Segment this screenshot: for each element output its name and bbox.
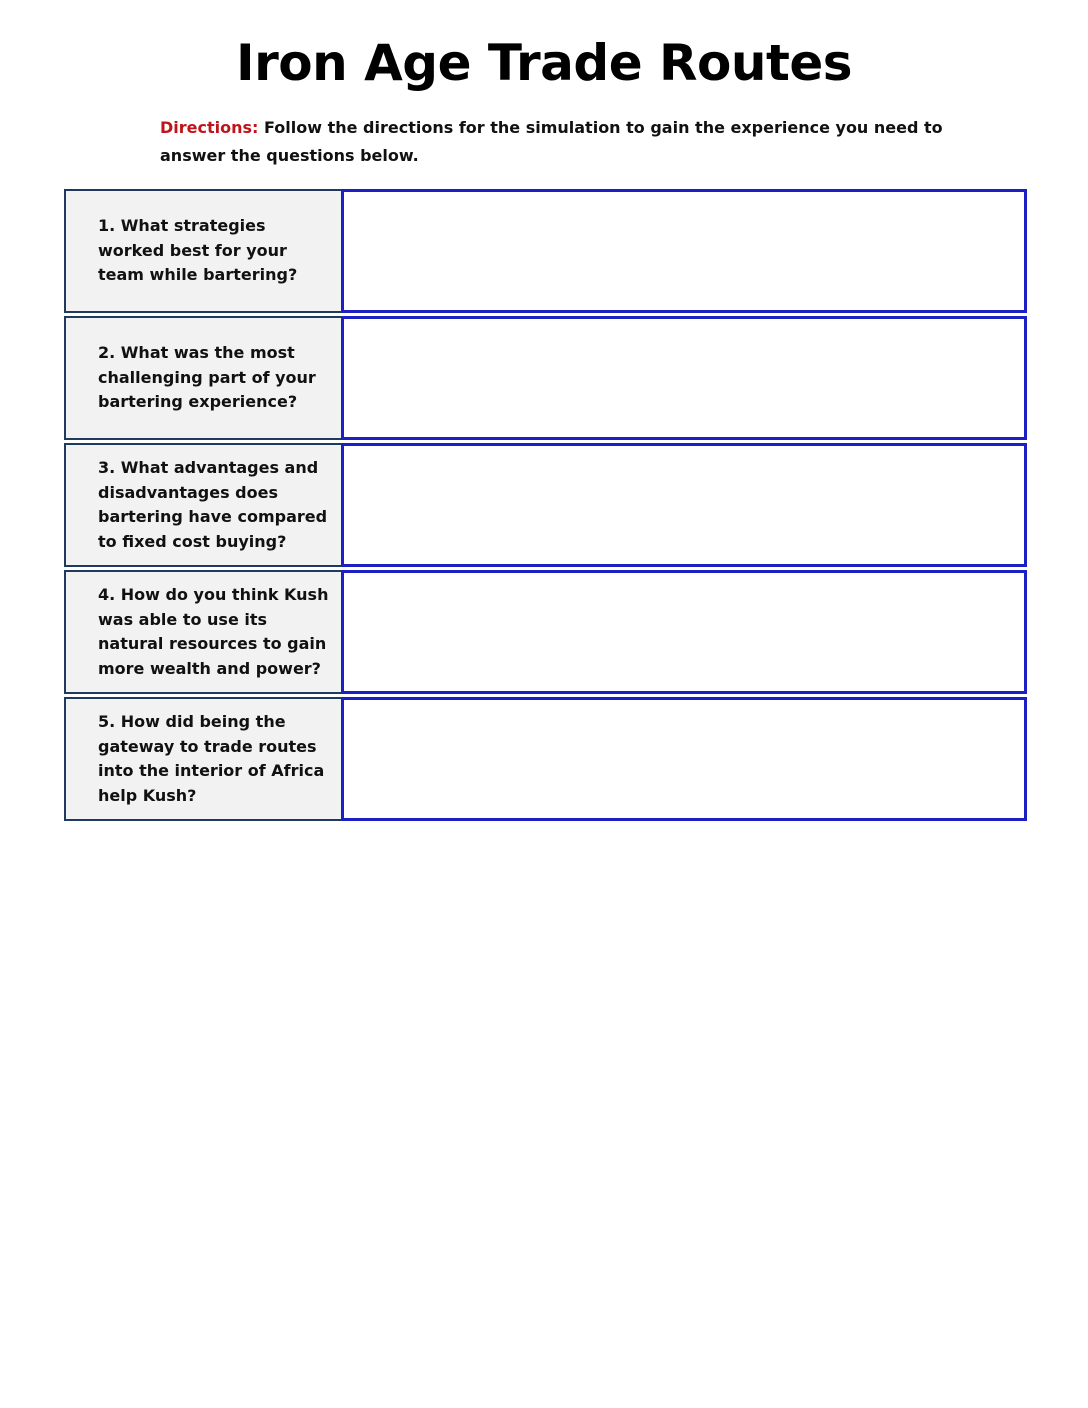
answer-box-1[interactable] xyxy=(341,189,1027,313)
question-row-5 xyxy=(64,697,1027,821)
answer-box-4[interactable] xyxy=(341,570,1027,694)
directions-text: Follow the directions for the simulation to gain the experience you need to answer the questions below. xyxy=(160,118,943,165)
question-cell-4 xyxy=(64,570,341,694)
question-row-2 xyxy=(64,316,1027,440)
answer-box-2[interactable] xyxy=(341,316,1027,440)
question-text-3: 3. What advantages and disadvantages does bartering have compared to fixed cost buying? xyxy=(98,458,328,551)
answer-box-5[interactable] xyxy=(341,697,1027,821)
question-cell-2 xyxy=(64,316,341,440)
question-text-2: 2. What was the most challenging part of your bartering experience? xyxy=(98,343,316,412)
question-table xyxy=(64,189,1027,824)
directions-label: Directions: xyxy=(160,118,259,137)
page-title: Iron Age Trade Routes xyxy=(235,34,853,92)
question-text-4: 4. How do you think Kush was able to use its natural resources to gain more wealth and power? xyxy=(98,585,329,678)
question-text-5: 5. How did being the gateway to trade routes into the interior of Africa help Kush? xyxy=(98,712,325,805)
question-text-1: 1. What strategies worked best for your team while bartering? xyxy=(98,216,298,285)
question-row-3 xyxy=(64,443,1027,567)
question-row-4 xyxy=(64,570,1027,694)
answer-box-3[interactable] xyxy=(341,443,1027,567)
question-row-1 xyxy=(64,189,1027,313)
question-cell-3 xyxy=(64,443,341,567)
question-cell-1 xyxy=(64,189,341,313)
question-cell-5 xyxy=(64,697,341,821)
directions-paragraph xyxy=(160,114,990,170)
